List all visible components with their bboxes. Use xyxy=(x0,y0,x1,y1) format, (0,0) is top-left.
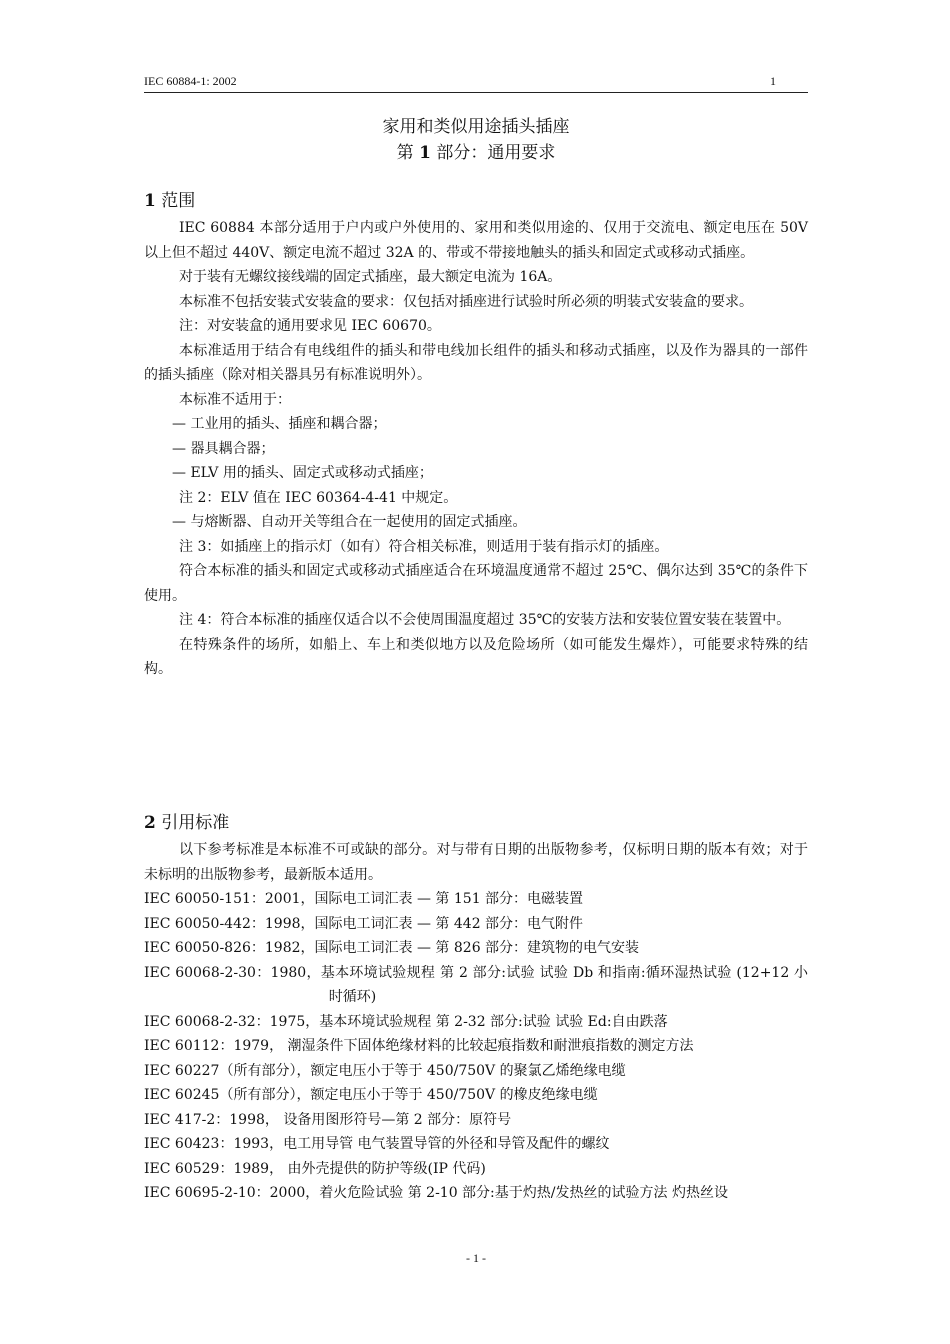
paragraph: 符合本标准的插头和固定式或移动式插座适合在环境温度通常不超过 25℃、偶尔达到 35℃的条件下使用。 xyxy=(144,563,808,604)
reference-item: IEC 60423：1993，电工用导管 电气装置导管的外径和导管及配件的螺纹 xyxy=(144,1136,610,1152)
reference-item: IEC 60112：1979， 潮湿条件下固体绝缘材料的比较起痕指数和耐泄痕指数的测定方法 xyxy=(144,1038,694,1054)
reference-item: IEC 60050-826：1982，国际电工词汇表 — 第 826 部分：建筑物的电气安装 xyxy=(144,940,640,956)
paragraph: 本标准不适用于： xyxy=(179,391,291,408)
paragraph: 对于装有无螺纹接线端的固定式插座，最大额定电流为 16A。 xyxy=(179,269,562,285)
reference-item: IEC 60695-2-10：2000，着火危险试验 第 2-10 部分:基于灼热/发热丝的试验方法 灼热丝设 xyxy=(144,1185,728,1201)
paragraph: 本标准不包括安装式安装盒的要求：仅包括对插座进行试验时所必须的明装式安装盒的要求。 xyxy=(179,293,753,310)
paragraph: IEC 60884 本部分适用于户内或户外使用的、家用和类似用途的、仅用于交流电、额定电压在 50V 以上但不超过 440V、额定电流不超过 32A 的、带或不带接地触头的插头和固定式或移动式插座。 xyxy=(144,220,808,261)
document-subtitle: 第 1 部分：通用要求 xyxy=(396,143,556,163)
running-header xyxy=(144,72,808,93)
reference-item: IEC 60068-2-30：1980，基本环境试验规程 第 2 部分:试验 试验 Db 和指南:循环湿热试验 (12+12 小时循环) xyxy=(144,964,808,1005)
list-item: — 器具耦合器； xyxy=(172,440,275,457)
section-1-heading: 1 范围 xyxy=(144,191,196,211)
reference-item: IEC 60529：1989， 由外壳提供的防护等级(IP 代码) xyxy=(144,1160,486,1177)
list-item: — 工业用的插头、插座和耦合器； xyxy=(172,416,387,432)
note: 注 4：符合本标准的插座仅适合以不会使周围温度超过 35℃的安装方法和安装位置安装在装置中。 xyxy=(179,612,791,628)
paragraph: 本标准适用于结合有电线组件的插头和带电线加长组件的插头和移动式插座，以及作为器具的一部件的插头插座（除对相关器具另有标准说明外）。 xyxy=(144,342,808,383)
section-1-body xyxy=(144,216,808,682)
list-item: — ELV 用的插头、固定式或移动式插座； xyxy=(172,465,433,481)
note: 注：对安装盒的通用要求见 IEC 60670。 xyxy=(179,318,441,334)
note: 注 2：ELV 值在 IEC 60364-4-41 中规定。 xyxy=(179,489,458,506)
reference-item: IEC 60068-2-32：1975，基本环境试验规程 第 2-32 部分:试验 试验 Ed:自由跌落 xyxy=(144,1013,668,1030)
paragraph: 以下参考标准是本标准不可或缺的部分。对与带有日期的出版物参考，仅标明日期的版本有效；对于未标明的出版物参考，最新版本适用。 xyxy=(144,842,808,883)
reference-item: IEC 60245（所有部分），额定电压小于等于 450/750V 的橡皮绝缘电缆 xyxy=(144,1087,598,1103)
reference-item: IEC 60050-442：1998，国际电工词汇表 — 第 442 部分：电气附件 xyxy=(144,915,584,932)
header-page-number: 1 xyxy=(770,74,776,88)
paragraph: 在特殊条件的场所，如船上、车上和类似地方以及危险场所（如可能发生爆炸），可能要求特殊的结构。 xyxy=(144,636,808,677)
section-2-heading: 2 引用标准 xyxy=(144,813,230,833)
reference-item: IEC 60227（所有部分），额定电压小于等于 450/750V 的聚氯乙烯绝缘电缆 xyxy=(144,1062,626,1079)
standard-number: IEC 60884-1: 2002 xyxy=(144,74,237,88)
section-2-body xyxy=(144,838,808,1206)
reference-item: IEC 417-2：1998， 设备用图形符号—第 2 部分：原符号 xyxy=(144,1111,512,1128)
list-item: — 与熔断器、自动开关等组合在一起使用的固定式插座。 xyxy=(172,514,527,530)
reference-item: IEC 60050-151：2001，国际电工词汇表 — 第 151 部分：电磁装置 xyxy=(144,891,584,907)
note: 注 3：如插座上的指示灯（如有）符合相关标准，则适用于装有指示灯的插座。 xyxy=(179,538,669,555)
page-footer: - 1 - xyxy=(466,1251,486,1265)
document-title: 家用和类似用途插头插座 xyxy=(382,117,570,137)
